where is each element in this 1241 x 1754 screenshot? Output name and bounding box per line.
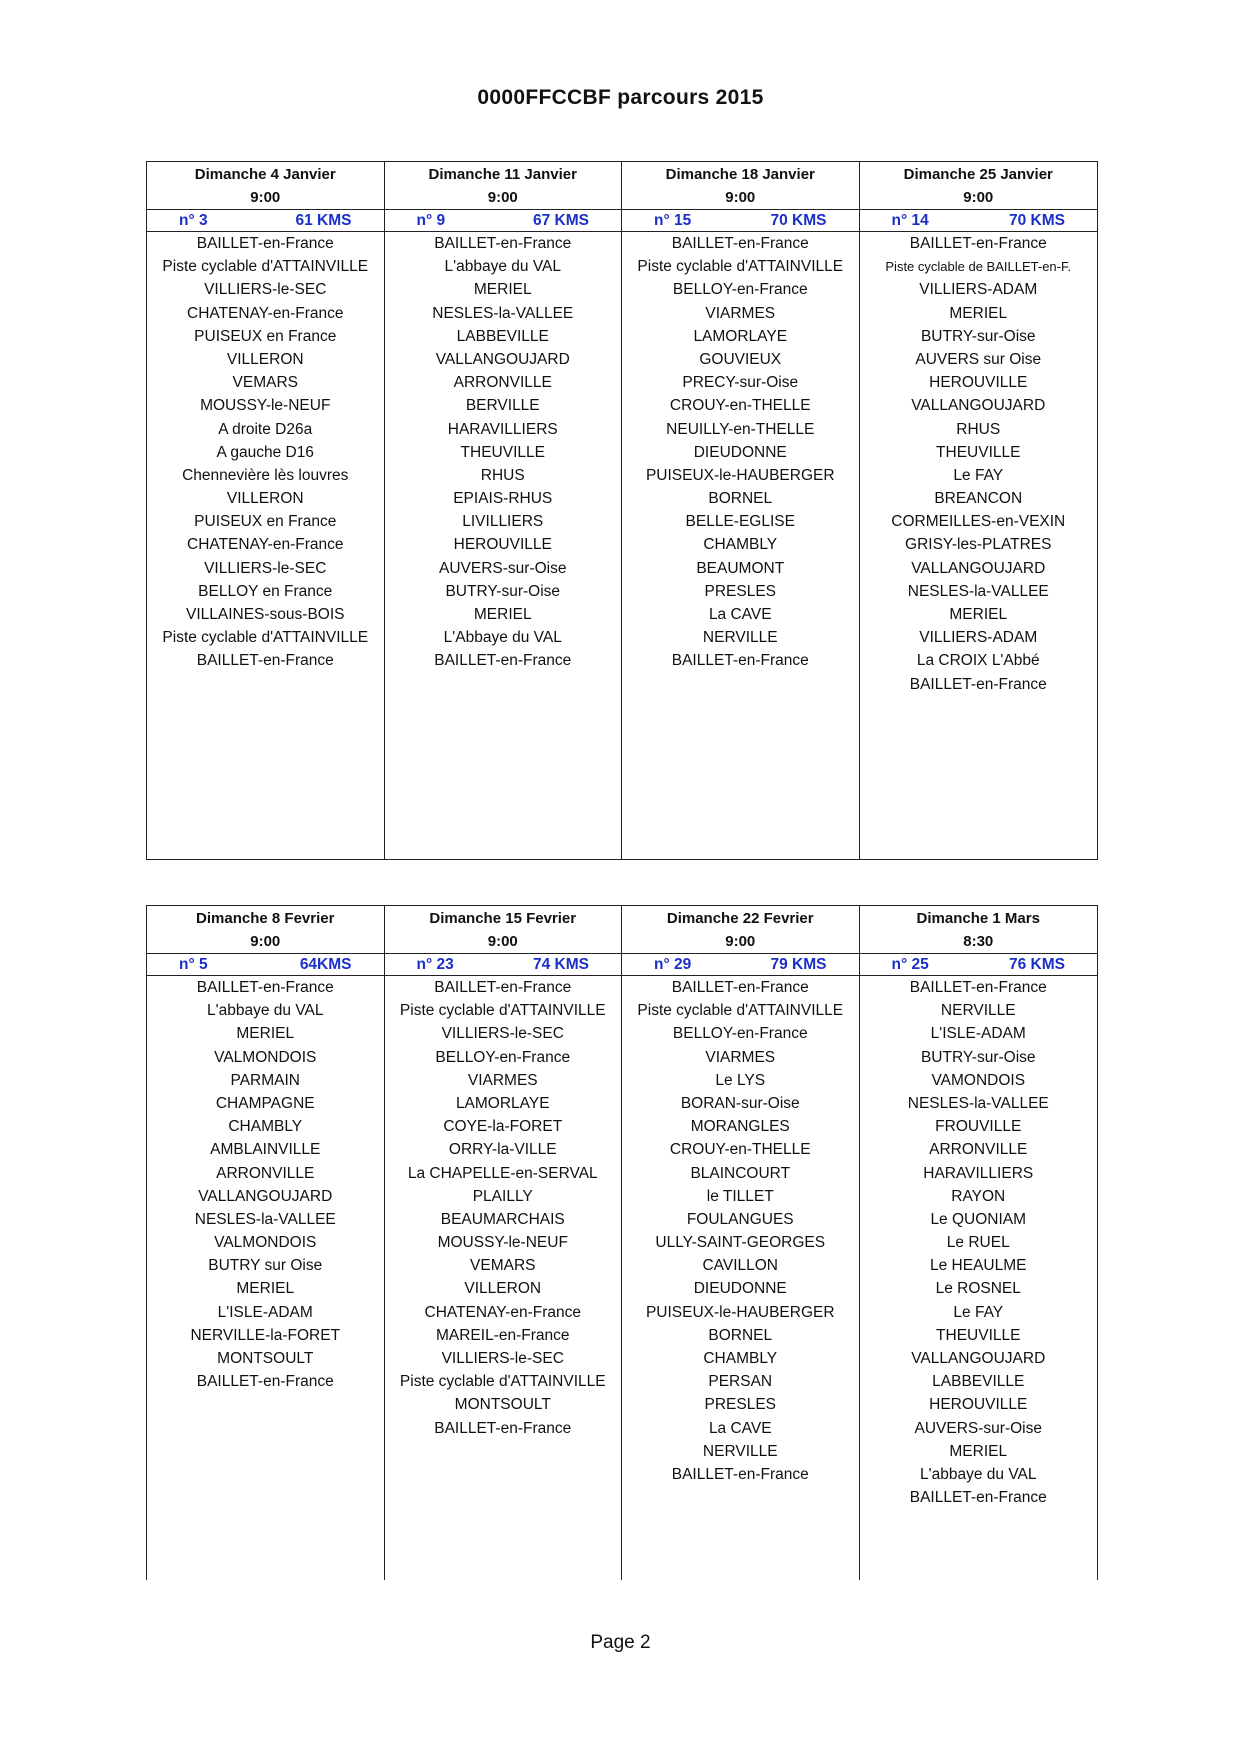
stop-item: L'ISLE-ADAM (217, 1303, 313, 1321)
stop-item: CHATENAY-en-France (187, 536, 344, 554)
route-distance: 70 KMS (770, 212, 827, 229)
stop-item: VALLANGOUJARD (198, 1187, 333, 1205)
stop-item: VIARMES (467, 1071, 538, 1089)
route-column (622, 162, 860, 859)
stop-item: BAILLET-en-France (909, 979, 1047, 996)
stop-item: VILLIERS-le-SEC (441, 1025, 564, 1043)
stop-item: Le FAY (953, 1303, 1004, 1321)
stop-item: CHAMBLY (703, 536, 778, 554)
stop-item: NESLES-la-VALLEE (432, 304, 574, 322)
stop-item: BAILLET-en-France (671, 1465, 809, 1483)
stop-item: L'abbaye du VAL (444, 258, 561, 276)
stop-list (622, 976, 859, 1486)
stop-item: VIARMES (705, 304, 776, 322)
stop-item: BAILLET-en-France (434, 652, 572, 670)
stop-item: PRECY-sur-Oise (682, 374, 799, 392)
stop-item: MERIEL (473, 606, 532, 623)
page-number: Page 2 (590, 1632, 651, 1653)
stop-item: HEROUVILLE (929, 1396, 1028, 1414)
stop-item: La CROIX L'Abbé (916, 652, 1040, 670)
stop-item: Piste cyclable d'ATTAINVILLE (162, 258, 369, 276)
stop-list (385, 232, 622, 673)
stop-item: VAMONDOIS (931, 1071, 1026, 1089)
stop-item: MOUSSY-le-NEUF (437, 1234, 568, 1252)
stop-item: ORRY-la-VILLE (448, 1141, 557, 1159)
schedule-block-january (146, 161, 1098, 860)
stop-item: RAYON (951, 1187, 1006, 1205)
stop-item: CHAMPAGNE (215, 1094, 315, 1112)
stop-item: AMBLAINVILLE (210, 1141, 321, 1159)
stop-item: BAILLET-en-France (196, 1373, 334, 1391)
stop-item: MERIEL (949, 606, 1008, 623)
stop-item: Piste cyclable d'ATTAINVILLE (399, 1373, 606, 1391)
stop-item: BELLOY en France (198, 582, 333, 600)
stop-item: VILLERON (464, 1280, 542, 1298)
stop-item: L'Abbaye du VAL (443, 629, 562, 647)
stop-item: MONTSOULT (454, 1396, 551, 1414)
stop-item: MERIEL (949, 1442, 1008, 1460)
route-day: Dimanche 15 Fevrier (429, 910, 577, 927)
stop-item: HEROUVILLE (929, 374, 1028, 392)
route-start-time: 9:00 (487, 933, 518, 950)
stop-item: PARMAIN (230, 1071, 300, 1089)
stop-item: BAILLET-en-France (196, 979, 334, 996)
stop-item: VILLERON (226, 490, 304, 508)
stop-item: CHAMBLY (228, 1118, 303, 1136)
stop-item: BAILLET-en-France (196, 652, 334, 670)
stop-item: VILLERON (226, 350, 304, 368)
stop-item: CORMEILLES-en-VEXIN (891, 513, 1066, 531)
route-link[interactable] (385, 953, 622, 976)
stop-item: BEAUMONT (696, 559, 785, 577)
stop-item: BUTRY-sur-Oise (445, 582, 561, 600)
route-column (385, 906, 623, 1580)
stop-item: DIEUDONNE (693, 1280, 787, 1298)
route-column (860, 162, 1098, 859)
stop-item: BORAN-sur-Oise (680, 1094, 800, 1112)
route-distance: 74 KMS (533, 956, 589, 973)
stop-item: THEUVILLE (936, 443, 1021, 461)
stop-item: VILLIERS-le-SEC (441, 1350, 564, 1367)
stop-item: NERVILLE (940, 1002, 1016, 1020)
stop-item: BELLOY-en-France (672, 281, 808, 299)
stop-item: VALLANGOUJARD (911, 1350, 1046, 1367)
stop-list (147, 232, 384, 673)
stop-item: L'abbaye du VAL (207, 1002, 324, 1020)
stop-item: VALLANGOUJARD (435, 350, 570, 368)
route-start-time: 9:00 (487, 189, 518, 206)
stop-item: BAILLET-en-France (671, 979, 809, 996)
stop-item: BORNEL (708, 490, 773, 508)
stop-item: BREANCON (934, 490, 1023, 508)
stop-item: BELLE-EGLISE (685, 513, 795, 531)
route-day: Dimanche 11 Janvier (428, 166, 577, 183)
page-title: 0000FFCCBF parcours 2015 (477, 86, 764, 109)
stop-item: FOULANGUES (686, 1210, 794, 1228)
stop-item: MOUSSY-le-NEUF (200, 397, 331, 415)
stop-item: Piste cyclable d'ATTAINVILLE (637, 258, 844, 276)
route-number: n° 9 (416, 212, 446, 229)
stop-item: BAILLET-en-France (434, 1419, 572, 1437)
stop-item: ULLY-SAINT-GEORGES (655, 1234, 826, 1252)
stop-item: Piste cyclable d'ATTAINVILLE (162, 629, 369, 647)
route-distance: 67 KMS (533, 212, 589, 229)
stop-item: CAVILLON (702, 1257, 779, 1275)
stop-item: MERIEL (473, 281, 532, 299)
stop-item: AUVERS-sur-Oise (914, 1419, 1042, 1437)
stop-item: PUISEUX en France (194, 327, 337, 345)
stop-item: VILLIERS-ADAM (919, 629, 1038, 647)
route-day: Dimanche 8 Fevrier (196, 910, 335, 927)
stop-item: BLAINCOURT (690, 1164, 791, 1182)
stop-item: MERIEL (236, 1280, 295, 1298)
stop-item: THEUVILLE (936, 1326, 1021, 1344)
route-distance: 70 KMS (1009, 212, 1065, 229)
stop-item: CHAMBLY (703, 1350, 778, 1367)
stop-item: Le ROSNEL (935, 1280, 1021, 1298)
stop-item: PRESLES (704, 582, 776, 600)
route-start-time: 9:00 (725, 933, 756, 950)
stop-item: MONTSOULT (217, 1350, 314, 1367)
stop-item: NESLES-la-VALLEE (907, 582, 1049, 600)
stop-item: CHATENAY-en-France (187, 304, 344, 322)
stop-item: NESLES-la-VALLEE (907, 1094, 1049, 1112)
stop-item: PUISEUX en France (194, 513, 337, 531)
stop-item: DIEUDONNE (693, 443, 787, 461)
route-start-time: 9:00 (250, 933, 281, 950)
stop-item: le TILLET (706, 1187, 774, 1205)
route-number: n° 29 (654, 956, 692, 973)
stop-item: PUISEUX-le-HAUBERGER (645, 466, 835, 484)
stop-item: AUVERS sur Oise (915, 350, 1042, 368)
stop-item: PLAILLY (472, 1187, 533, 1205)
stop-item: Le FAY (953, 466, 1004, 484)
route-day: Dimanche 25 Janvier (903, 166, 1053, 183)
stop-item: VILLIERS-le-SEC (204, 559, 327, 577)
stop-item: PERSAN (708, 1373, 773, 1391)
stop-item: GRISY-les-PLATRES (905, 536, 1052, 554)
route-column (147, 906, 385, 1580)
stop-item: BAILLET-en-France (434, 979, 572, 996)
stop-item: LAMORLAYE (455, 1094, 550, 1112)
stop-item: ARRONVILLE (929, 1141, 1028, 1159)
route-day: Dimanche 22 Fevrier (666, 910, 814, 927)
route-column (147, 162, 385, 859)
stop-item: NEUILLY-en-THELLE (666, 420, 815, 438)
stop-item: BAILLET-en-France (909, 235, 1047, 252)
stop-item: Piste cyclable d'ATTAINVILLE (637, 1002, 844, 1020)
stop-item: Le LYS (715, 1071, 766, 1089)
route-start-time: 9:00 (725, 189, 756, 206)
route-number: n° 25 (891, 956, 929, 973)
stop-item: NERVILLE-la-FORET (190, 1326, 341, 1344)
stop-item: BORNEL (708, 1326, 773, 1344)
stop-item: NERVILLE (702, 629, 778, 647)
stop-item: CROUY-en-THELLE (669, 1141, 811, 1159)
route-link[interactable] (622, 953, 859, 976)
stop-item: BUTRY-sur-Oise (920, 1048, 1036, 1066)
route-column (622, 906, 860, 1580)
stop-item: BELLOY-en-France (435, 1048, 571, 1066)
route-link[interactable] (622, 209, 859, 232)
stop-item: FROUVILLE (935, 1118, 1022, 1136)
stop-item: MORANGLES (690, 1118, 790, 1136)
stop-item: BAILLET-en-France (434, 235, 572, 252)
stop-item: Chennevière lès louvres (182, 466, 349, 484)
stop-item: Le QUONIAM (930, 1210, 1027, 1228)
stop-item: VALLANGOUJARD (911, 397, 1046, 415)
stop-item: La CAVE (708, 1419, 772, 1437)
route-number: n° 15 (654, 212, 692, 229)
stop-item: BAILLET-en-France (196, 235, 334, 252)
stop-item: BAILLET-en-France (909, 675, 1047, 693)
stop-item: VALLANGOUJARD (911, 559, 1046, 577)
stop-item: BAILLET-en-France (909, 1489, 1047, 1507)
stop-item: RHUS (956, 420, 1001, 438)
stop-list (860, 232, 1098, 696)
stop-item: COYE-la-FORET (443, 1118, 563, 1136)
stop-item: Le RUEL (946, 1234, 1010, 1252)
stop-item: VILLIERS-le-SEC (204, 281, 327, 299)
route-day: Dimanche 4 Janvier (194, 166, 336, 183)
stop-item: VALMONDOIS (214, 1234, 317, 1252)
stop-item: HARAVILLIERS (923, 1164, 1034, 1182)
stop-list (147, 976, 384, 1393)
stop-item: A gauche D16 (216, 443, 314, 461)
stop-item: EPIAIS-RHUS (453, 490, 553, 508)
stop-item: CHATENAY-en-France (424, 1303, 581, 1321)
stop-list (385, 976, 622, 1440)
route-day: Dimanche 18 Janvier (665, 166, 815, 183)
stop-item: VIARMES (705, 1048, 776, 1066)
stop-item: L'abbaye du VAL (920, 1465, 1037, 1483)
schedule-block-february (146, 905, 1098, 1580)
stop-item: HEROUVILLE (453, 536, 552, 554)
stop-list (622, 232, 859, 673)
route-column (385, 162, 623, 859)
stop-item: NESLES-la-VALLEE (194, 1210, 336, 1228)
route-distance: 61 KMS (295, 212, 352, 229)
stop-item: CROUY-en-THELLE (669, 397, 811, 415)
route-number: n° 5 (179, 956, 208, 973)
stop-item: THEUVILLE (460, 443, 545, 461)
stop-item: Le HEAULME (930, 1257, 1027, 1275)
route-distance: 79 KMS (770, 956, 827, 973)
stop-item: VEMARS (470, 1257, 536, 1275)
route-day: Dimanche 1 Mars (916, 910, 1040, 927)
stop-item: La CAVE (708, 606, 772, 623)
route-link[interactable] (385, 209, 622, 232)
stop-item: GOUVIEUX (699, 350, 782, 368)
route-link[interactable] (147, 953, 384, 976)
route-link[interactable] (860, 953, 1098, 976)
stop-item: BAILLET-en-France (671, 235, 809, 252)
stop-item: LABBEVILLE (456, 327, 549, 345)
route-number: n° 3 (179, 212, 208, 229)
stop-list (860, 976, 1098, 1509)
stop-item: NERVILLE (702, 1442, 778, 1460)
stop-item: VILLIERS-ADAM (919, 281, 1038, 299)
stop-item: ARRONVILLE (216, 1164, 315, 1182)
stop-item: BEAUMARCHAIS (440, 1210, 565, 1228)
stop-item: PRESLES (704, 1396, 776, 1414)
stop-item: BELLOY-en-France (672, 1025, 808, 1043)
route-number: n° 14 (891, 212, 929, 229)
route-distance: 64KMS (299, 956, 352, 973)
stop-item: MERIEL (236, 1025, 295, 1043)
stop-item: LABBEVILLE (932, 1373, 1025, 1391)
route-link[interactable] (147, 209, 384, 232)
stop-item: MERIEL (949, 304, 1008, 322)
route-column (860, 906, 1098, 1580)
stop-item: A droite D26a (218, 420, 313, 438)
stop-item: BUTRY sur Oise (208, 1257, 323, 1275)
stop-item: LIVILLIERS (462, 513, 544, 531)
stop-item: RHUS (480, 466, 525, 484)
stop-item: BUTRY-sur-Oise (920, 327, 1036, 345)
route-start-time: 9:00 (963, 189, 994, 206)
stop-item: ARRONVILLE (453, 374, 552, 392)
stop-item: Piste cyclable d'ATTAINVILLE (399, 1002, 606, 1020)
stop-item: La CHAPELLE-en-SERVAL (407, 1164, 598, 1182)
stop-item: Piste cyclable de BAILLET-en-F. (885, 259, 1072, 275)
stop-item: VALMONDOIS (214, 1048, 317, 1066)
route-start-time: 8:30 (963, 933, 994, 950)
stop-item: HARAVILLIERS (447, 420, 558, 438)
route-link[interactable] (860, 209, 1098, 232)
stop-item: BAILLET-en-France (671, 652, 809, 670)
stop-item: VILLAINES-sous-BOIS (185, 606, 345, 623)
stop-item: LAMORLAYE (693, 327, 788, 345)
route-number: n° 23 (416, 956, 454, 973)
stop-item: AUVERS-sur-Oise (439, 559, 567, 577)
stop-item: L'ISLE-ADAM (930, 1025, 1026, 1043)
stop-item: PUISEUX-le-HAUBERGER (645, 1303, 835, 1321)
stop-item: MAREIL-en-France (435, 1326, 570, 1344)
stop-item: BERVILLE (465, 397, 540, 415)
route-distance: 76 KMS (1009, 956, 1065, 973)
stop-item: VEMARS (232, 374, 298, 392)
route-start-time: 9:00 (250, 189, 281, 206)
